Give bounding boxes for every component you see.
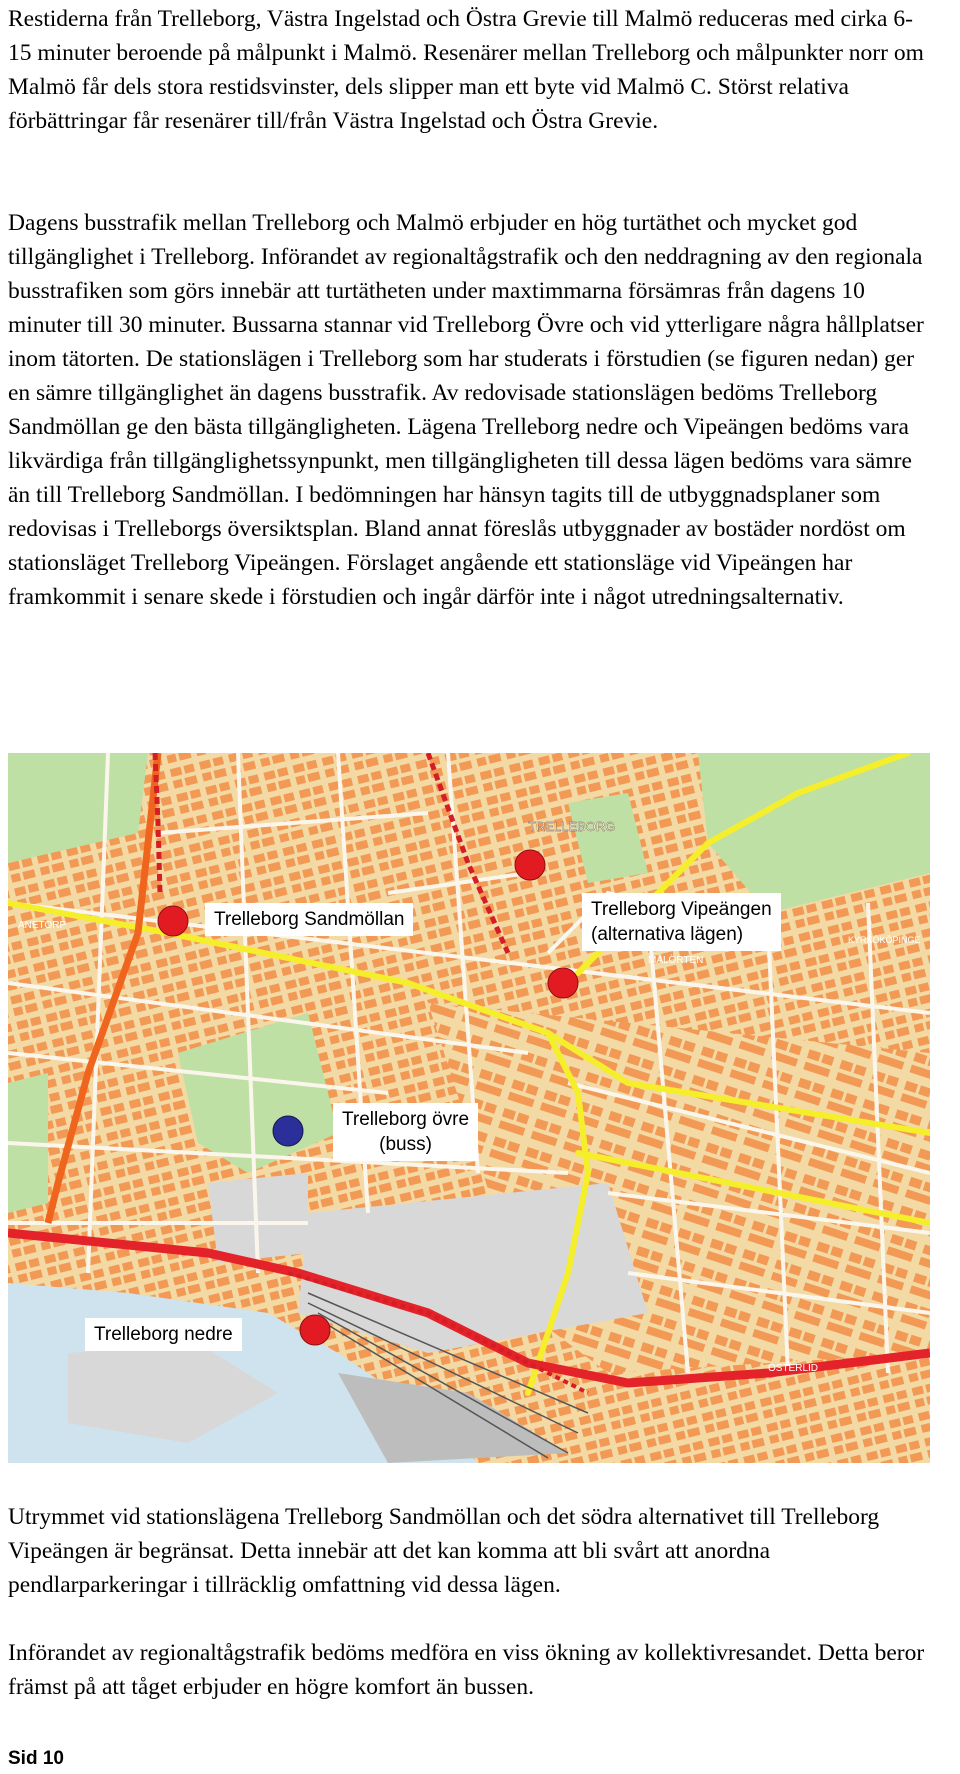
station-vipeangen-south-marker (548, 968, 578, 998)
label-nedre-text: Trelleborg nedre (94, 1324, 233, 1345)
place-name-malorten: MALÖRTEN (648, 955, 704, 966)
label-vipeangen-line1: Trelleborg Vipeängen (591, 899, 772, 920)
paragraph-space-constraints: Utrymmet vid stationslägena Trelleborg Sandmöllan och det södra alternativet till Trelleborg Vipeängen är begränsat. Detta innebär att det kan komma att bli svårt att anordna pendlarparkeringar i tillräcklig omfattning vid dessa lägen. (8, 1504, 880, 1598)
label-ovre-line2: (buss) (379, 1134, 432, 1155)
label-nedre (85, 1318, 242, 1351)
label-ovre (333, 1103, 478, 1161)
paragraph-ridership: Införandet av regionaltågstrafik bedöms medföra en viss ökning av kollektivresandet. Detta beror främst på att tåget erbjuder en högre komfort än bussen. (8, 1640, 925, 1700)
label-ovre-line1: Trelleborg övre (342, 1109, 470, 1130)
station-location-map (8, 753, 930, 1463)
page-number: Sid 10 (8, 1748, 64, 1769)
place-name-annetorp: ANETORP (18, 920, 67, 931)
label-sandmollan-text: Trelleborg Sandmöllan (214, 909, 405, 930)
place-name-oster: ÖSTERLID (768, 1363, 819, 1374)
station-vipeangen-north-marker (515, 850, 545, 880)
label-sandmollan (205, 903, 413, 936)
label-vipeangen (582, 893, 781, 951)
paragraph-travel-times: Restiderna från Trelleborg, Västra Ingelstad och Östra Grevie till Malmö reduceras med cirka 6-15 minuter beroende på målpunkt i Malmö. Resenärer mellan Trelleborg och målpunkter norr om Malmö får dels stora restidsvinster, dels slipper man ett byte vid Malmö C. Störst relativa förbättringar får resenärer till/från Västra Ingelstad och Östra Grevie. (8, 6, 924, 134)
place-name-kyrkokoping: KYRKÖKÖPINGE (848, 935, 921, 945)
station-sandmollan-marker (158, 906, 188, 936)
bus-stop-ovre-marker (273, 1116, 303, 1146)
paragraph-bus-traffic: Dagens busstrafik mellan Trelleborg och Malmö erbjuder en hög turtäthet och mycket god tillgänglighet i Trelleborg. Införandet av regionaltågstrafik och den neddragning av den regionala busstrafiken som görs innebär att turtätheten under maxtimmarna försämras från dagens 10 minuter till 30 minuter. Bussarna stannar vid Trelleborg Övre och vid ytterligare några hållplatser inom tätorten. De stationslägen i Trelleborg som har studerats i förstudien (se figuren nedan) ger en sämre tillgänglighet än dagens busstrafik. Av redovisade stationslägen bedöms Trelleborg Sandmöllan ge den bästa tillgängligheten. Lägena Trelleborg nedre och Vipeängen bedöms vara likvärdiga från tillgänglighetssynpunkt, men tillgängligheten till dessa lägen bedöms vara sämre än till Trelleborg Sandmöllan. I bedömningen har hänsyn tagits till de utbyggnadsplaner som redovisas i Trelleborgs översiktsplan. Bland annat föreslås utbyggnader av bostäder nordöst om stationsläget Trelleborg Vipeängen. Förslaget angående ett stationsläge vid Vipeängen har framkommit i senare skede i förstudien och ingår därför inte i något utredningsalternativ. (8, 210, 924, 610)
label-vipeangen-line2: (alternativa lägen) (591, 924, 744, 945)
station-nedre-marker (300, 1315, 330, 1345)
place-name-town: TRELLEBORG (528, 819, 616, 834)
